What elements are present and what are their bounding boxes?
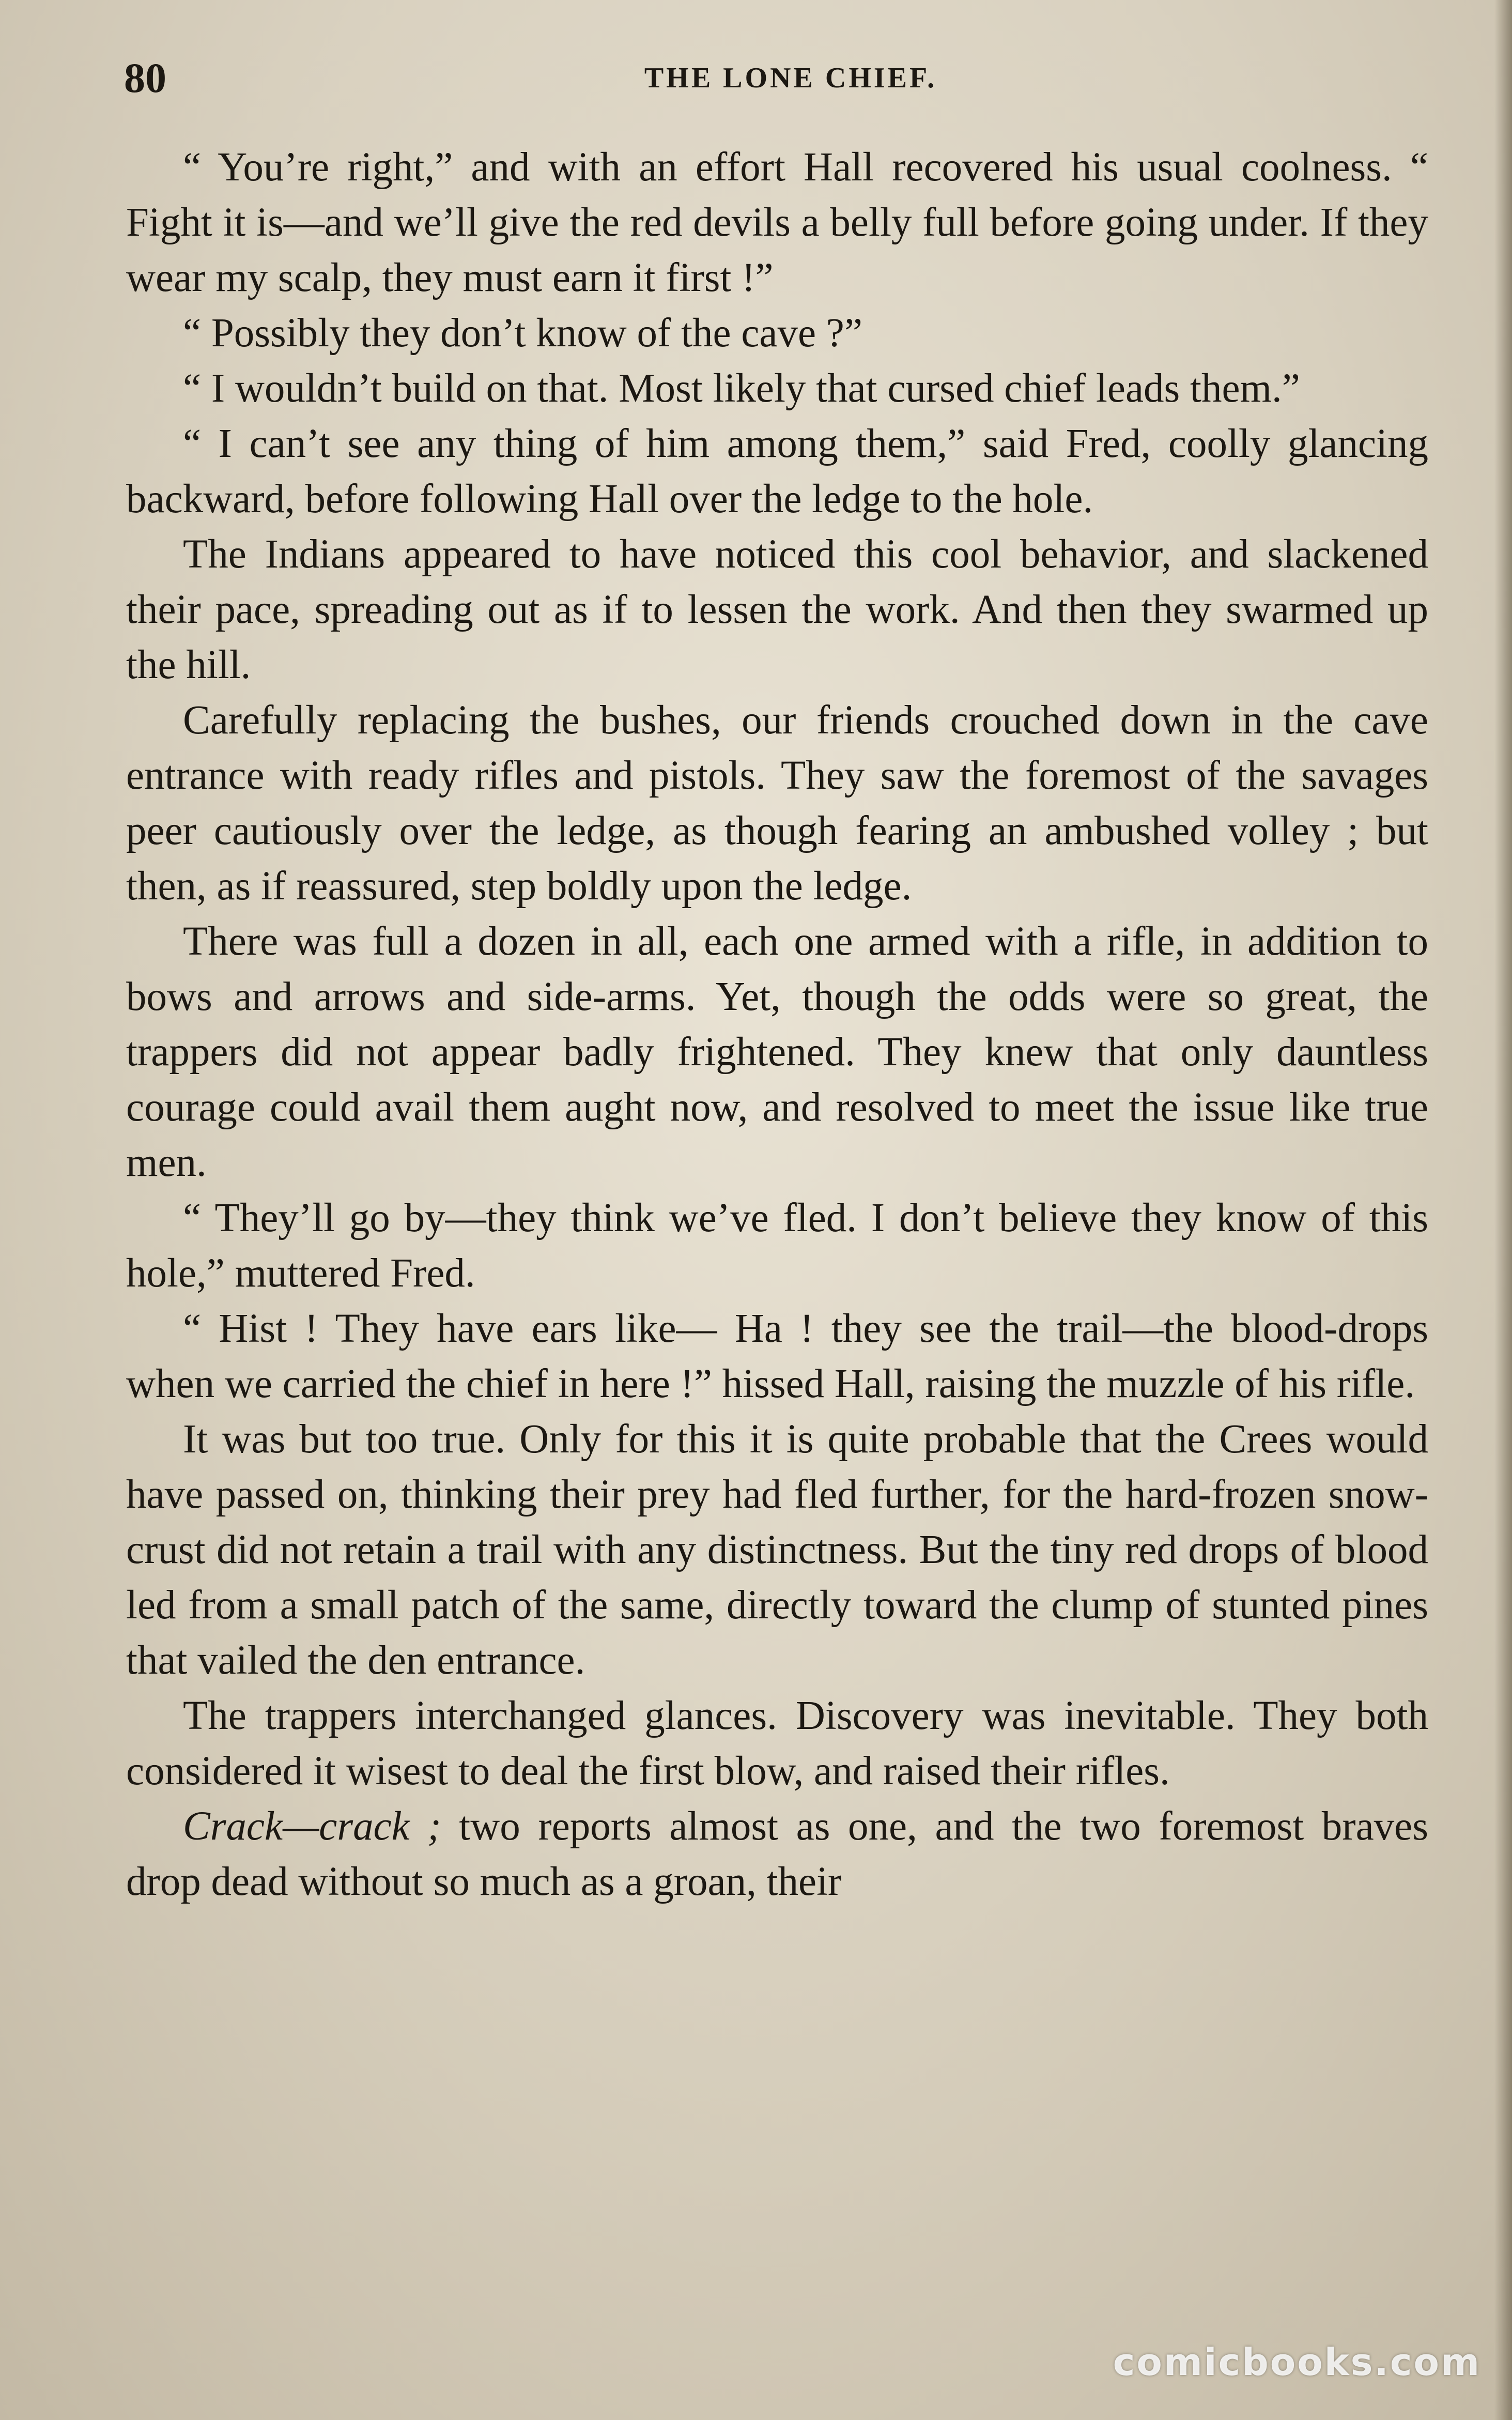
last-paragraph-text: two reports almost as one, and the two foremost braves drop dead without so much as a groan, their bbox=[126, 1804, 1428, 1904]
paragraph: The Indians appeared to have noticed this cool behavior, and slackened their pace, spreading out as if to lessen the work. And then they swarmed up the hill. bbox=[126, 532, 1428, 687]
paragraph: Carefully replacing the bushes, our friends crouched down in the cave entrance with ready rifles and pistols. They saw the foremost of the savages peer cautiously over the ledge, as though fearing an ambushed volley ; but then, as if reassured, step boldly upon the ledge. bbox=[126, 698, 1428, 909]
page-edge-shadow bbox=[1494, 0, 1512, 2420]
italic-lead: Crack—crack ; bbox=[183, 1804, 441, 1849]
paragraph: It was but too true. Only for this it is quite probable that the Crees would have passed on, thinking their prey had fled further, for the hard-frozen snow-crust did not retain a trail with any distinctness. But the tiny red drops of blood led from a small patch of the same, directly toward the clump of stunted pines that vailed the den entrance. bbox=[126, 1417, 1428, 1683]
paragraph: “ Hist ! They have ears like— Ha ! they see the trail—the blood-drops when we carried the chief in here !” hissed Hall, raising the muzzle of his rifle. bbox=[126, 1306, 1428, 1406]
paragraph: “ I can’t see any thing of him among them,” said Fred, coolly glancing backward, before following Hall over the ledge to the hole. bbox=[126, 421, 1428, 522]
paragraph: “ I wouldn’t build on that. Most likely that cursed chief leads them.” bbox=[183, 366, 1300, 411]
running-title: THE LONE CHIEF. bbox=[644, 62, 937, 94]
paragraph: The trappers interchanged glances. Discovery was inevitable. They both considered it wisest to deal the first blow, and raised their rifles. bbox=[126, 1693, 1428, 1794]
paragraph: There was full a dozen in all, each one armed with a rifle, in addition to bows and arrows and side-arms. Yet, though the odds were so great, the trappers did not appear badly frightened. They knew that only dauntless courage could avail them aught now, and resolved to meet the issue like true men. bbox=[126, 919, 1428, 1185]
paragraph: “ You’re right,” and with an effort Hall recovered his usual coolness. “ Fight it is—and we’ll give the red devils a belly full before going under. If they wear my scalp, they must earn it first !” bbox=[126, 145, 1428, 300]
last-paragraph bbox=[126, 1799, 1428, 1909]
watermark: comicbooks.com bbox=[1113, 2340, 1481, 2384]
page-header bbox=[124, 50, 1437, 106]
body-text bbox=[126, 140, 1428, 1909]
paragraph: “ They’ll go by—they think we’ve fled. I don’t believe they know of this hole,” muttered Fred. bbox=[126, 1196, 1428, 1296]
paragraph: “ Possibly they don’t know of the cave ?” bbox=[183, 311, 862, 356]
page-number: 80 bbox=[124, 54, 166, 101]
